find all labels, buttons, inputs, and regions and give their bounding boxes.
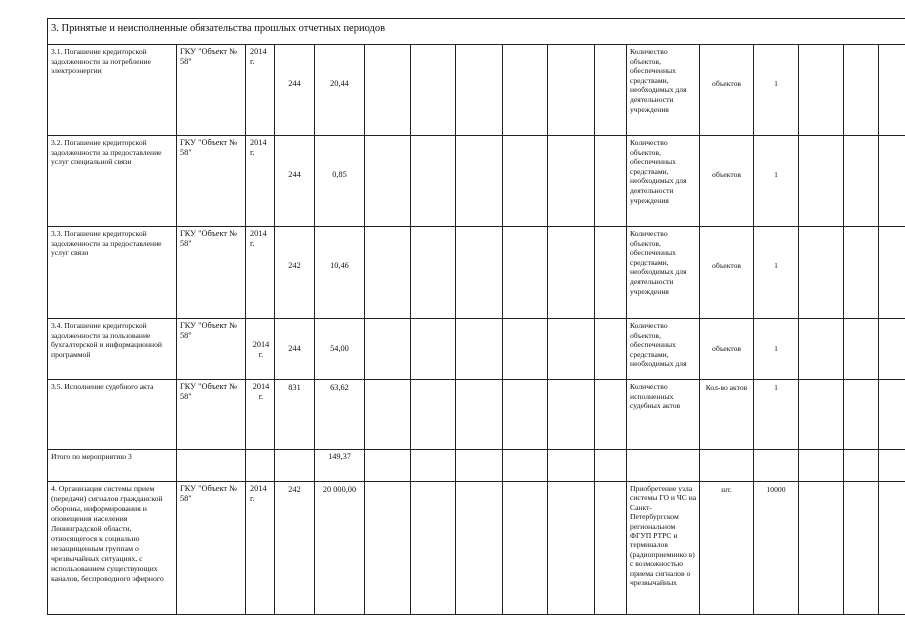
empty-cell [503,45,548,136]
empty-cell [548,136,595,227]
table-row [48,380,905,450]
empty-cell [365,450,411,482]
document-sheet [47,18,889,615]
empty-cell [595,136,627,227]
row-value: 1 [754,319,799,380]
empty-cell [503,380,548,450]
table-row [48,136,905,227]
row-name: 3.2. Погашение кредиторской задолженности за предоставление услуг специальной связи [48,136,177,227]
empty-cell [246,450,275,482]
empty-cell [503,450,548,482]
row-code: 244 [275,45,315,136]
table-row [48,319,905,380]
empty-cell [879,319,905,380]
empty-cell [456,319,503,380]
empty-cell [365,227,411,319]
row-year: 2014 г. [246,136,275,227]
empty-cell [754,450,799,482]
row-value: 1 [754,136,799,227]
total-row [48,450,905,482]
empty-cell [365,482,411,615]
obligations-table [47,18,905,615]
empty-cell [879,450,905,482]
empty-cell [879,45,905,136]
empty-cell [799,482,844,615]
row-indicator: Количество объектов, обеспеченных средствами, необходимых для деятельности учреждения [627,45,700,136]
empty-cell [799,380,844,450]
row-name: 3.1. Погашение кредиторской задолженности за потребление электроэнергии [48,45,177,136]
row-name: 3.5. Исполнение судебного акта [48,380,177,450]
row-unit: объектов [700,319,754,380]
empty-cell [595,482,627,615]
row-value: 1 [754,45,799,136]
empty-cell [365,319,411,380]
empty-cell [365,380,411,450]
row-org: ГКУ "Объект № 58" [177,482,246,615]
row-unit: шт. [700,482,754,615]
empty-cell [548,380,595,450]
empty-cell [595,227,627,319]
row-name: 4. Организация системы прием (передачи) сигналов гражданской обороны, информирования и оповещения населения Ленинградской области, относящегося к социально незащищенным группам о чрезвычайных ситуациях, с использованием существующих каналов, беспроводного эфирного [48,482,177,615]
empty-cell [548,227,595,319]
empty-cell [411,380,456,450]
empty-cell [548,45,595,136]
empty-cell [799,45,844,136]
row-code: 244 [275,136,315,227]
empty-cell [844,227,879,319]
empty-cell [595,45,627,136]
empty-cell [456,380,503,450]
empty-cell [844,45,879,136]
empty-cell [627,450,700,482]
empty-cell [799,227,844,319]
empty-cell [595,319,627,380]
empty-cell [503,227,548,319]
row-name: 3.3. Погашение кредиторской задолженности за предоставление услуг связи [48,227,177,319]
row-code: 242 [275,227,315,319]
row-sum: 63,62 [315,380,365,450]
total-sum: 149,37 [315,450,365,482]
empty-cell [411,319,456,380]
row-code: 242 [275,482,315,615]
empty-cell [799,319,844,380]
empty-cell [844,136,879,227]
empty-cell [700,450,754,482]
row-sum: 54,00 [315,319,365,380]
row-unit: Кол-во актов [700,380,754,450]
row-org: ГКУ "Объект № 58" [177,319,246,380]
row-org: ГКУ "Объект № 58" [177,45,246,136]
empty-cell [595,380,627,450]
row-indicator: Количество исполненных судебных актов [627,380,700,450]
table-row [48,45,905,136]
empty-cell [503,136,548,227]
row-unit: объектов [700,227,754,319]
empty-cell [879,482,905,615]
row-value: 10000 [754,482,799,615]
empty-cell [456,45,503,136]
empty-cell [177,450,246,482]
empty-cell [595,450,627,482]
empty-cell [456,450,503,482]
row-indicator: Количество объектов, обеспеченных средствами, необходимых для деятельности учреждения [627,227,700,319]
empty-cell [548,450,595,482]
row-indicator: Приобретение узла системы ГО и ЧС на Санкт-Петербургском региональном ФГУП РТРС и терминалов (радиоприемнико в) с возможностью приема сигналов о чрезвычайных [627,482,700,615]
row-year: 2014 г. [246,482,275,615]
empty-cell [503,482,548,615]
row-year: 2014 г. [246,45,275,136]
empty-cell [844,319,879,380]
total-label: Итого по мероприятию 3 [48,450,177,482]
empty-cell [879,380,905,450]
empty-cell [548,319,595,380]
row-sum: 20,44 [315,45,365,136]
empty-cell [844,482,879,615]
row-sum: 20 000,00 [315,482,365,615]
empty-cell [411,227,456,319]
row-org: ГКУ "Объект № 58" [177,136,246,227]
row-indicator: Количество объектов, обеспеченных средствами, необходимых для деятельности учреждения [627,136,700,227]
empty-cell [456,482,503,615]
empty-cell [275,450,315,482]
empty-cell [799,136,844,227]
row-value: 1 [754,227,799,319]
row-code: 244 [275,319,315,380]
empty-cell [548,482,595,615]
row-sum: 10,46 [315,227,365,319]
row-year: 2014 г. [246,227,275,319]
empty-cell [411,450,456,482]
table-row [48,227,905,319]
row-unit: объектов [700,45,754,136]
empty-cell [844,450,879,482]
row-sum: 0,85 [315,136,365,227]
section-title: 3. Принятые и неисполненные обязательства прошлых отчетных периодов [48,19,905,45]
empty-cell [879,227,905,319]
empty-cell [456,227,503,319]
empty-cell [456,136,503,227]
empty-cell [411,482,456,615]
empty-cell [411,136,456,227]
row-code: 831 [275,380,315,450]
empty-cell [365,45,411,136]
empty-cell [879,136,905,227]
row-value: 1 [754,380,799,450]
empty-cell [799,450,844,482]
empty-cell [411,45,456,136]
row-unit: объектов [700,136,754,227]
table-row [48,482,905,615]
row-year: 2014 г. [246,319,275,380]
row-year: 2014 г. [246,380,275,450]
section-header-row [48,19,905,45]
row-org: ГКУ "Объект № 58" [177,380,246,450]
row-indicator: Количество объектов, обеспеченных средствами, необходимых для [627,319,700,380]
empty-cell [503,319,548,380]
row-name: 3.4. Погашение кредиторской задолженности за пользование бухгалтерской и информационной программой [48,319,177,380]
empty-cell [365,136,411,227]
row-org: ГКУ "Объект № 58" [177,227,246,319]
empty-cell [844,380,879,450]
